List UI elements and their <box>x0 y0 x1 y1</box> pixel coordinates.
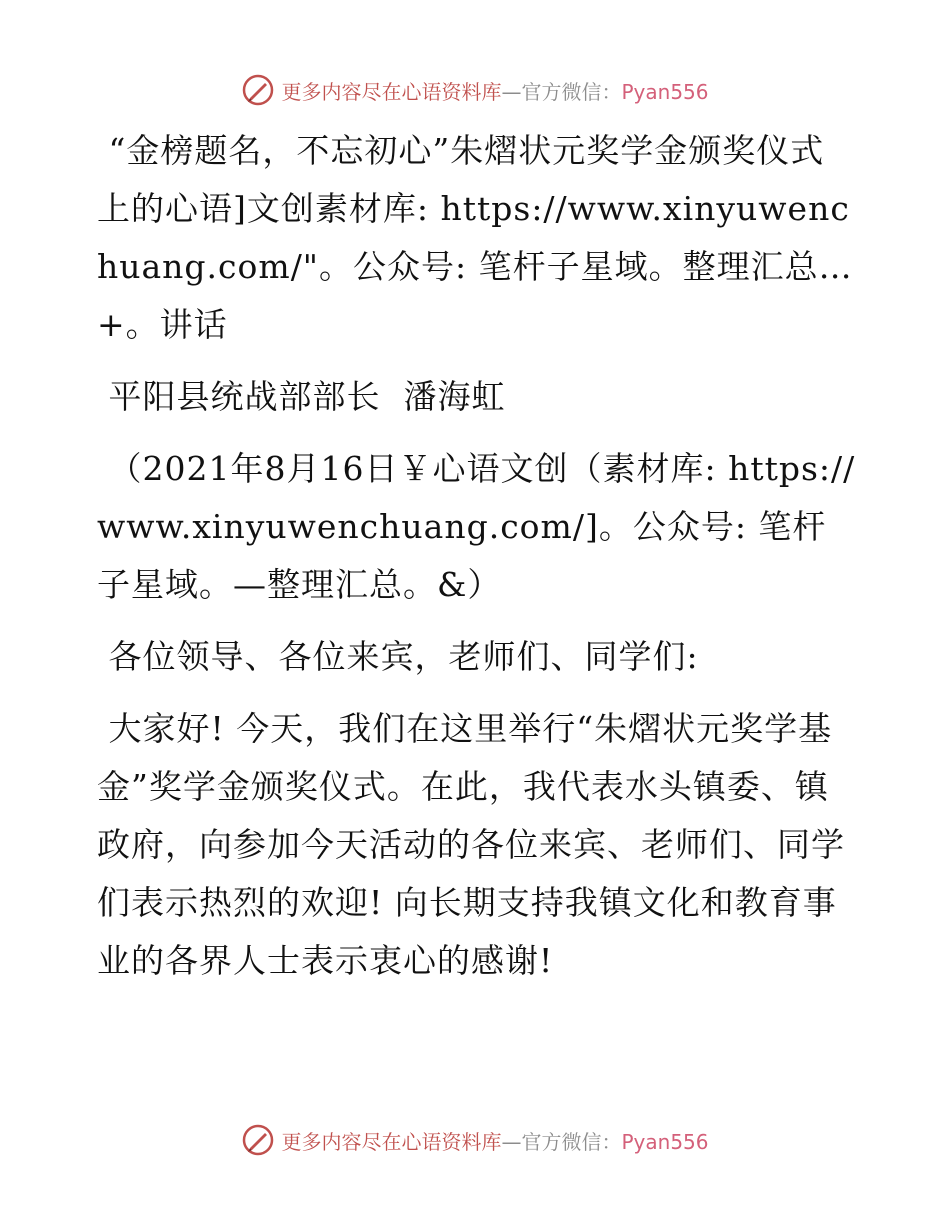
header-banner-main: 更多内容尽在心语资料库 <box>281 79 502 104</box>
header-banner-official: 官方微信： <box>521 79 622 104</box>
quill-pen-logo-icon <box>241 73 275 107</box>
footer-banner-main: 更多内容尽在心语资料库 <box>281 1129 502 1154</box>
header-banner-text <box>281 76 708 105</box>
date-line: （2021年8月16日￥心语文创（素材库: https://www.xinyuwenchuang.com/]。公众号: 笔杆子星域。—整理汇总。&） <box>97 449 856 604</box>
footer-banner-sep: — <box>501 1129 522 1154</box>
title-paragraph: “金榜题名，不忘初心”朱熠状元奖学金颁奖仪式上的心语]文创素材库: https://www.xinyuwenchuang.com/"。公众号: 笔杆子星域。整理汇总…+。讲话 <box>97 131 853 344</box>
footer-banner-text <box>281 1126 708 1155</box>
header-banner-account: Pyan556 <box>621 79 709 104</box>
speaker-line: 平阳县统战部部长 潘海虹 <box>97 377 506 416</box>
document-body <box>97 122 857 990</box>
header-banner-inner <box>241 73 708 107</box>
footer-banner <box>0 1120 950 1160</box>
header-banner <box>0 70 950 110</box>
footer-banner-account: Pyan556 <box>621 1129 709 1154</box>
quill-pen-logo-icon <box>241 1123 275 1157</box>
footer-banner-inner <box>241 1123 708 1157</box>
salutation: 各位领导、各位来宾，老师们、同学们: <box>97 637 699 676</box>
body-paragraph: 大家好! 今天，我们在这里举行“朱熠状元奖学基金”奖学金颁奖仪式。在此，我代表水头镇委、镇政府，向参加今天活动的各位来宾、老师们、同学们表示热烈的欢迎! 向长期支持我镇文化和教育事业的各界人士表示衷心的感谢! <box>97 709 845 980</box>
header-banner-sep: — <box>501 79 522 104</box>
footer-banner-official: 官方微信： <box>521 1129 622 1154</box>
